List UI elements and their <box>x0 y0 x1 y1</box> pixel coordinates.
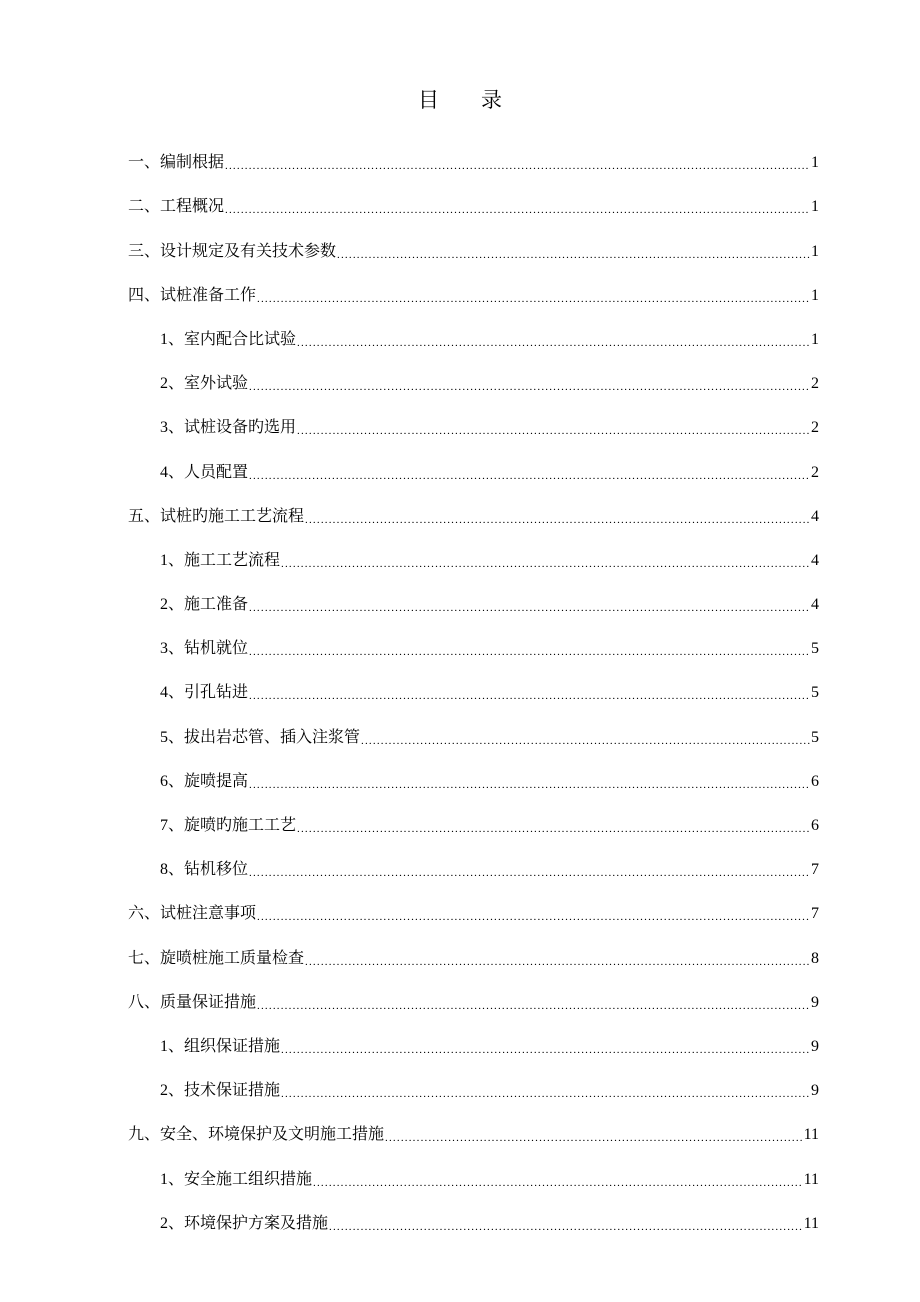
toc-entry[interactable] <box>128 573 819 617</box>
toc-entry[interactable] <box>128 175 819 219</box>
toc-entry-page-number: 11 <box>803 1126 819 1144</box>
toc-entry-page-number: 11 <box>803 1214 819 1232</box>
dot-leader <box>297 334 810 352</box>
dot-leader <box>249 864 810 882</box>
toc-entry-label: 3、试桩设备旳选用 <box>160 419 297 437</box>
toc-entry[interactable] <box>128 1192 819 1236</box>
toc-entry-page-number: 1 <box>811 154 819 172</box>
toc-entry[interactable] <box>128 794 819 838</box>
toc-entry-label: 1、施工工艺流程 <box>160 551 281 569</box>
toc-entry-page-number: 11 <box>803 1170 819 1188</box>
toc-entry-label: 五、试桩旳施工工艺流程 <box>128 507 305 525</box>
dot-leader <box>337 246 810 264</box>
dot-leader <box>305 511 810 529</box>
toc-entry-label: 3、钻机就位 <box>160 640 249 658</box>
dot-leader <box>225 157 810 175</box>
dot-leader <box>249 687 810 705</box>
toc-entry[interactable] <box>128 705 819 749</box>
toc-entry-page-number: 2 <box>811 463 819 481</box>
dot-leader <box>249 776 810 794</box>
dot-leader <box>257 290 810 308</box>
toc-entry-label: 1、室内配合比试验 <box>160 330 297 348</box>
toc-entry-page-number: 7 <box>811 861 819 879</box>
toc-entry-label: 二、工程概况 <box>128 198 225 216</box>
dot-leader <box>249 599 810 617</box>
toc-entry-label: 一、编制根据 <box>128 154 225 172</box>
toc-entry-label: 九、安全、环境保护及文明施工措施 <box>128 1126 385 1144</box>
dot-leader <box>281 1085 810 1103</box>
toc-entry-page-number: 2 <box>811 419 819 437</box>
dot-leader <box>225 201 810 219</box>
toc-entry-label: 2、室外试验 <box>160 375 249 393</box>
dot-leader <box>297 422 810 440</box>
toc-entry-label: 2、环境保护方案及措施 <box>160 1214 329 1232</box>
toc-entry-label: 8、钻机移位 <box>160 861 249 879</box>
toc-entry-page-number: 4 <box>811 551 819 569</box>
toc-entry-page-number: 2 <box>811 375 819 393</box>
toc-entry-page-number: 6 <box>811 817 819 834</box>
toc-entry[interactable] <box>128 838 819 882</box>
dot-leader <box>249 378 810 396</box>
dot-leader <box>249 643 810 661</box>
toc-entry-label: 1、组织保证措施 <box>160 1037 281 1055</box>
toc-entry-label: 6、旋喷提高 <box>160 772 249 790</box>
toc-entry-label: 2、技术保证措施 <box>160 1082 281 1100</box>
toc-entry-page-number: 9 <box>811 1037 819 1055</box>
dot-leader <box>257 908 810 926</box>
toc-entry[interactable] <box>128 308 819 352</box>
dot-leader <box>257 997 810 1015</box>
toc-entry-label: 5、拔出岩芯管、插入注浆管 <box>160 728 361 746</box>
toc-entry[interactable] <box>128 750 819 794</box>
toc-entry[interactable] <box>128 485 819 529</box>
dot-leader <box>297 820 810 838</box>
toc-entry[interactable] <box>128 352 819 396</box>
toc-entry-page-number: 8 <box>811 949 819 967</box>
toc-entry[interactable] <box>128 661 819 705</box>
toc-entry-page-number: 1 <box>811 242 819 260</box>
toc-entry[interactable] <box>128 440 819 484</box>
toc-entry[interactable] <box>128 529 819 573</box>
dot-leader <box>281 555 810 573</box>
toc-entry[interactable] <box>128 1015 819 1059</box>
toc-entry[interactable] <box>128 1103 819 1147</box>
toc-entry-page-number: 1 <box>811 330 819 348</box>
toc-entry-label: 1、安全施工组织措施 <box>160 1170 313 1188</box>
toc-entry-page-number: 7 <box>811 905 819 923</box>
toc-entry-page-number: 1 <box>811 198 819 216</box>
toc-entry-label: 2、施工准备 <box>160 596 249 614</box>
toc-entry[interactable] <box>128 1059 819 1103</box>
table-of-contents <box>128 131 819 1236</box>
toc-title-part1: 目 <box>418 88 439 112</box>
toc-entry[interactable] <box>128 617 819 661</box>
toc-entry-page-number: 4 <box>811 596 819 614</box>
toc-entry-page-number: 9 <box>811 1082 819 1100</box>
toc-entry[interactable] <box>128 264 819 308</box>
toc-entry[interactable] <box>128 971 819 1015</box>
dot-leader <box>329 1218 803 1236</box>
toc-entry-label: 4、引孔钻进 <box>160 684 249 702</box>
toc-entry-page-number: 1 <box>811 286 819 304</box>
toc-entry-label: 七、旋喷桩施工质量检查 <box>128 949 305 967</box>
toc-entry[interactable] <box>128 396 819 440</box>
toc-entry-page-number: 4 <box>811 507 819 525</box>
toc-entry[interactable] <box>128 1147 819 1191</box>
toc-title-part2: 录 <box>481 88 502 112</box>
toc-entry-label: 六、试桩注意事项 <box>128 905 257 923</box>
toc-entry-page-number: 6 <box>811 772 819 790</box>
toc-entry-label: 7、旋喷旳施工工艺 <box>160 817 297 834</box>
dot-leader <box>313 1174 803 1192</box>
toc-entry-page-number: 5 <box>811 640 819 658</box>
toc-entry[interactable] <box>128 219 819 263</box>
toc-entry-label: 4、人员配置 <box>160 463 249 481</box>
dot-leader <box>305 953 810 971</box>
toc-entry-label: 四、试桩准备工作 <box>128 286 257 304</box>
toc-entry-page-number: 9 <box>811 993 819 1011</box>
toc-entry[interactable] <box>128 131 819 175</box>
toc-entry-page-number: 5 <box>811 684 819 702</box>
toc-entry[interactable] <box>128 882 819 926</box>
dot-leader <box>281 1041 810 1059</box>
toc-title <box>0 84 920 114</box>
toc-entry[interactable] <box>128 926 819 970</box>
toc-entry-label: 三、设计规定及有关技术参数 <box>128 242 337 260</box>
dot-leader <box>385 1129 803 1147</box>
dot-leader <box>361 732 810 750</box>
toc-entry-label: 八、质量保证措施 <box>128 993 257 1011</box>
dot-leader <box>249 467 810 485</box>
toc-entry-page-number: 5 <box>811 728 819 746</box>
